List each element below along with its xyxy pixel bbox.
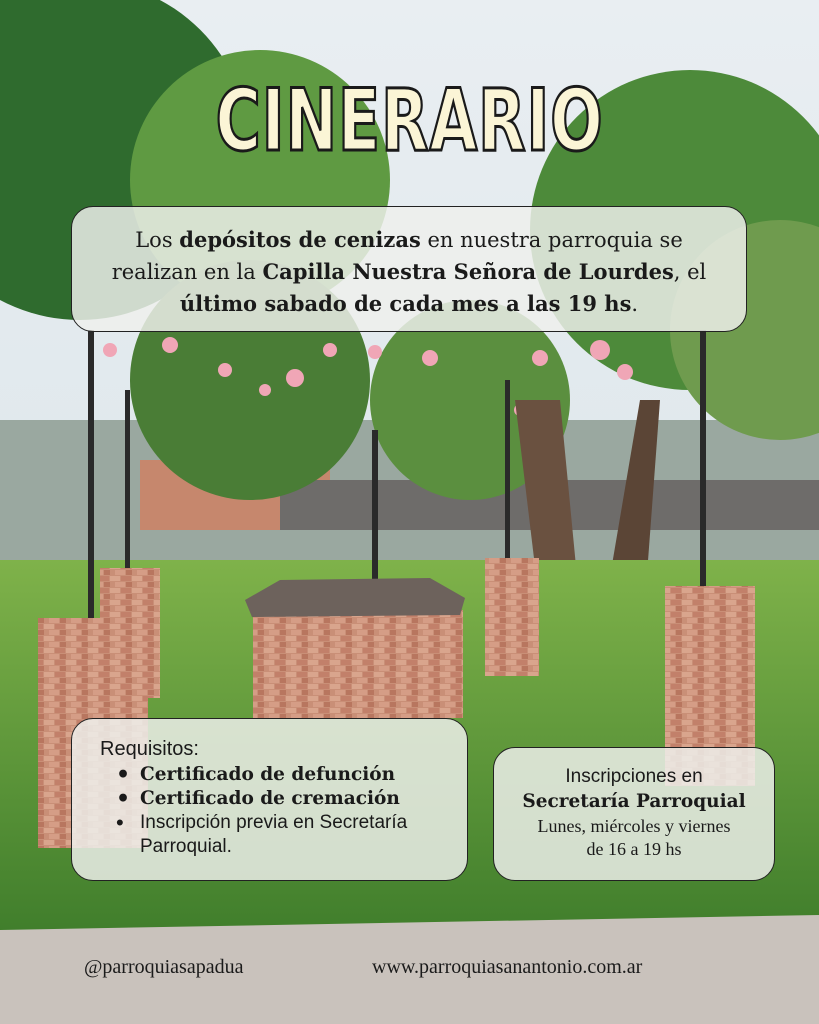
registration-days: Lunes, miércoles y viernes	[537, 816, 731, 836]
social-handle: @parroquiasapadua	[84, 956, 244, 978]
registration-label: Inscripciones en	[565, 766, 703, 787]
website-url: www.parroquiasanantonio.com.ar	[372, 956, 643, 978]
requirements-list	[100, 763, 447, 859]
intro-text-1: Los	[135, 228, 180, 252]
intro-text-3: , el	[673, 260, 707, 284]
intro-text-2: en nuestra parroquia se realizan en la	[111, 228, 683, 284]
intro-text-4: .	[631, 292, 639, 316]
intro-panel	[71, 206, 747, 332]
registration-office: Secretaría Parroquial	[522, 791, 746, 812]
requirements-panel	[71, 718, 468, 881]
intro-bold-chapel: Capilla Nuestra Señora de Lourdes	[262, 259, 674, 284]
requirement-item: • Inscripción previa en Secretaría Parroquial.	[100, 811, 447, 859]
intro-bold-deposits: depósitos de cenizas	[179, 227, 421, 252]
intro-bold-schedule: último sabado de cada mes a las 19 hs	[179, 291, 632, 316]
registration-hours: de 16 a 19 hs	[586, 839, 682, 859]
registration-panel	[493, 747, 775, 881]
requirements-heading: Requisitos:	[100, 738, 199, 760]
page-title: CINERARIO	[215, 71, 604, 171]
requirement-item: • Certificado de cremación	[100, 787, 447, 811]
requirement-item: • Certificado de defunción	[100, 763, 447, 787]
